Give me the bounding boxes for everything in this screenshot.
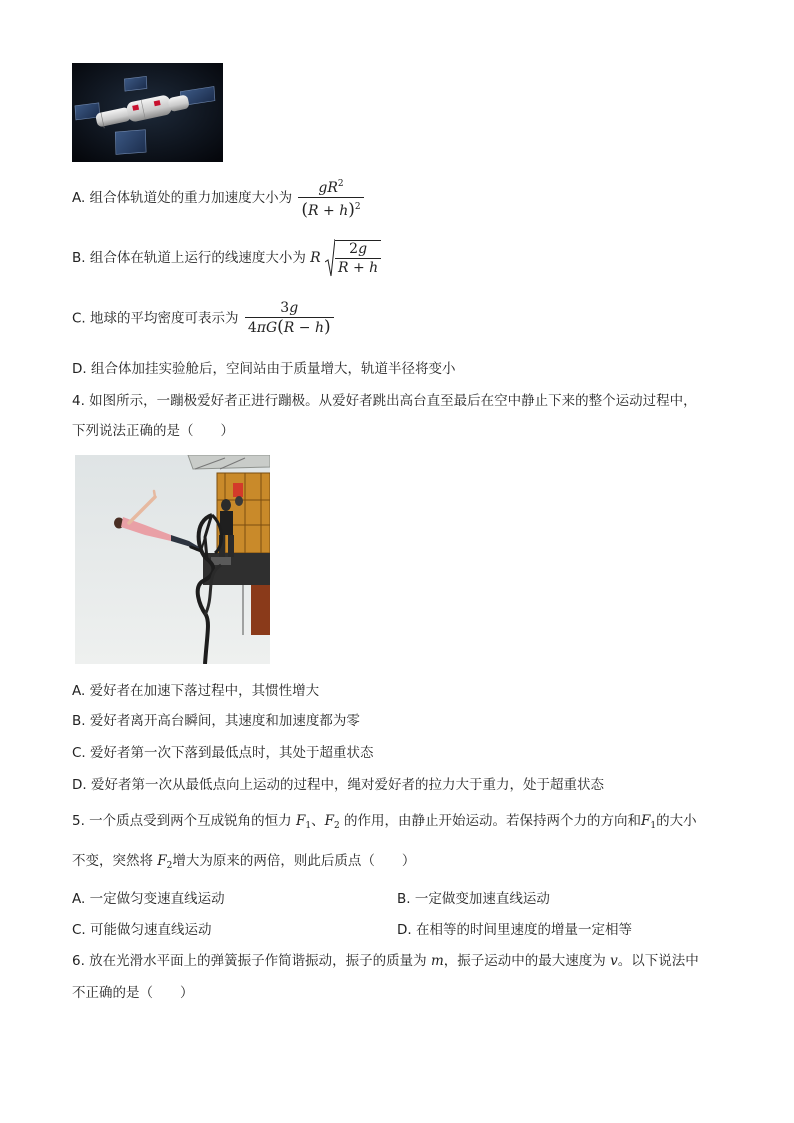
q5-stem-line1: 5. 一个质点受到两个互成锐角的恒力 $F_1$、$F_2$ 的作用，由静止开始运动。若保持两个力的方向和$F_1$的大小 bbox=[72, 813, 697, 831]
q3-option-a-text: A. 组合体轨道处的重力加速度大小为 bbox=[72, 190, 293, 206]
q3-option-b-prefix: R bbox=[310, 250, 321, 266]
q5-option-b: B. 一定做变加速直线运动 bbox=[397, 891, 550, 907]
q4-option-b: B. 爱好者离开高台瞬间，其速度和加速度都为零 bbox=[72, 713, 360, 729]
q6-stem-line1: 6. 放在光滑水平面上的弹簧振子作简谐振动，振子的质量为 m，振子运动中的最大速度为 v。以下说法中 bbox=[72, 953, 699, 969]
q3-option-c-text: C. 地球的平均密度可表示为 bbox=[72, 310, 239, 327]
q4-option-a: A. 爱好者在加速下落过程中，其惯性增大 bbox=[72, 683, 320, 699]
q3-option-a bbox=[72, 176, 366, 220]
q4-stem-line2: 下列说法正确的是（ ） bbox=[72, 423, 234, 439]
q5-option-a: A. 一定做匀变速直线运动 bbox=[72, 891, 225, 907]
q5-option-d: D. 在相等的时间里速度的增量一定相等 bbox=[397, 922, 632, 938]
q5-stem-line2: 不变，突然将 $F_2$增大为原来的两倍，则此后质点（ ） bbox=[72, 853, 416, 871]
q3-option-b-text: B. 组合体在轨道上运行的线速度大小为 bbox=[72, 250, 306, 266]
q3-option-b-sqrt: $\frac{2g}{R + h}$ bbox=[325, 238, 383, 278]
q4-option-c: C. 爱好者第一次下落到最低点时，其处于超重状态 bbox=[72, 745, 374, 761]
q4-option-d: D. 爱好者第一次从最低点向上运动的过程中，绳对爱好者的拉力大于重力，处于超重状态 bbox=[72, 777, 604, 793]
space-station-illustration bbox=[72, 63, 223, 162]
q4-stem-line1: 4. 如图所示，一蹦极爱好者正进行蹦极。从爱好者跳出高台直至最后在空中静止下来的整个运动过程中， bbox=[72, 393, 697, 409]
q3-option-a-formula: $\frac{gR^2}{(R + h)^2}$ bbox=[298, 176, 363, 220]
bungee-illustration bbox=[75, 455, 270, 664]
q3-option-b bbox=[72, 238, 383, 278]
q5-option-c: C. 可能做匀速直线运动 bbox=[72, 922, 212, 938]
bungee-jumper-photo bbox=[75, 455, 270, 664]
q3-option-c-formula: $\frac{3g}{4\pi G(R - h)}$ bbox=[245, 300, 334, 337]
q3-option-c bbox=[72, 300, 336, 337]
q6-stem-line2: 不正确的是（ ） bbox=[72, 985, 194, 1001]
space-station-photo bbox=[72, 63, 223, 162]
q3-option-d: D. 组合体加挂实验舱后，空间站由于质量增大，轨道半径将变小 bbox=[72, 361, 456, 377]
